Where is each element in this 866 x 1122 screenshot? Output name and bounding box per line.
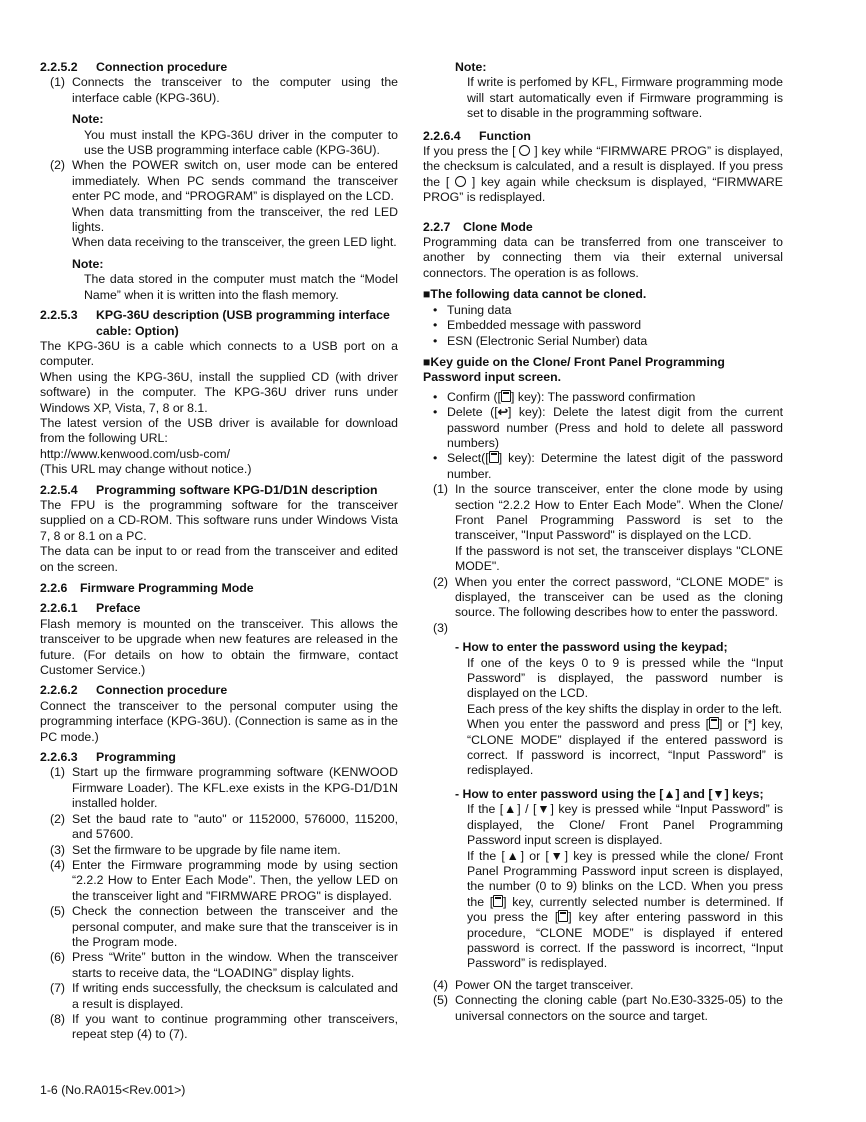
list-item: • Tuning data	[433, 302, 512, 317]
heading-2-2-6-1: 2.2.6.1 Preface	[40, 601, 141, 616]
list-item: (8) If you want to continue programming other transceivers, repeat step (4) to (7).	[50, 1011, 398, 1042]
bullet-list	[433, 303, 783, 349]
heading-2-2-7: 2.2.7 Clone Mode	[423, 219, 533, 234]
note-text: You must install the KPG-36U driver in the computer to use the USB programming interface cable (KPG-36U).	[84, 127, 398, 158]
back-arrow-key-icon: ↩	[497, 405, 508, 420]
list-item: (4) Enter the Firmware programming mode by using section “2.2.2 How to Enter Each Mode”. Then, the yellow LED on the transceiver light and "FIRMWARE PROG" is displayed.	[50, 857, 398, 903]
paragraph: If the [▲] / [▼] key is pressed while “Input Password” is displayed, the Clone/ Front Panel Programming Password input screen is displayed.	[467, 802, 783, 848]
heading-key-guide: ■Key guide on the Clone/ Front Panel Programming Password input screen.	[423, 354, 725, 385]
circle-key-icon	[455, 176, 466, 187]
list-item: (1) Start up the firmware programming software (KENWOOD Firmware Loader). The KFL.exe exists in the KPG-D1/D1N installed holder.	[50, 765, 398, 811]
programming-steps	[40, 765, 398, 1042]
paragraph: If you press the [ ] key while “FIRMWARE PROG” is displayed, the checksum is calculated, and a result is displayed. If you press the [ ] key again while checksum is displayed, “FIRMWARE PROG” is redisplayed.	[423, 144, 784, 205]
list-item: • Embedded message with password	[433, 318, 642, 333]
confirm-key-icon	[493, 895, 503, 907]
confirm-key-icon	[709, 717, 719, 729]
paragraph: Connect the transceiver to the personal computer using the programming interface (KPG-36U). (Connection is same as in the PC mode.)	[40, 698, 398, 744]
list-item: (2) When you enter the correct password, “CLONE MODE” is displayed, the transceiver can be used as the cloning source. The following describes how to enter the password.	[433, 574, 783, 620]
heading-2-2-6: 2.2.6 Firmware Programming Mode	[40, 581, 254, 595]
list-item: (2) Set the baud rate to "auto" or 1152000, 576000, 115200, and 57600.	[50, 811, 398, 842]
note-text: If write is perfomed by KFL, Firmware programming mode will start automatically even if Firmware programming is set to disable in the programming software.	[467, 75, 783, 121]
heading-2-2-5-4: 2.2.5.4 Programming software KPG-D1/D1N description	[40, 482, 378, 497]
list-item: • Delete ([↩] key): Delete the latest digit from the current password number (Press and hold to delete all password numbers)	[433, 405, 783, 450]
note-label: Note:	[72, 256, 104, 271]
paragraph: The data can be input to or read from the transceiver and edited on the screen.	[40, 544, 398, 574]
heading-2-2-6-4: 2.2.6.4 Function	[423, 128, 531, 143]
left-column	[40, 60, 398, 1043]
confirm-key-icon	[558, 910, 568, 922]
list-item: (3) Set the firmware to be upgrade by file name item.	[50, 842, 341, 857]
note-label: Note:	[72, 112, 104, 127]
list-item: (7) If writing ends successfully, the checksum is calculated and a result is displayed.	[50, 981, 398, 1011]
list-item: (6) Press “Write” button in the window. When the transceiver starts to receive data, the “LOADING” display lights.	[50, 950, 398, 980]
list-item: (1) Connects the transceiver to the computer using the interface cable (KPG-36U).	[50, 75, 398, 105]
heading-2-2-5-2: 2.2.5.2 Connection procedure	[40, 60, 228, 74]
list-item: • Select([ ] key): Determine the latest digit of the password number.	[433, 451, 783, 481]
paragraph: Programming data can be transferred from one transceiver to another by connecting them via their external universal connectors. The operation is as follows.	[423, 235, 783, 280]
confirm-key-icon	[501, 390, 511, 402]
list-item: (5) Check the connection between the transceiver and the personal computer, and make sure that the transceiver is in the Program mode.	[50, 904, 398, 949]
list-item: (5) Connecting the cloning cable (part No.E30-3325-05) to the universal connectors on the source and target.	[433, 993, 783, 1023]
paragraph: The latest version of the USB driver is available for download from the following URL:	[40, 415, 398, 446]
list-item: • ESN (Electronic Serial Number) data	[433, 333, 648, 348]
paragraph: The FPU is the programming software for the transceiver supplied on a CD-ROM. This software runs under Windows Vista 7, 8 or 8.1 on a PC.	[40, 497, 398, 543]
paragraph: When data receiving to the transceiver, the green LED light.	[72, 235, 397, 250]
subheading-keypad: - How to enter the password using the keypad;	[455, 640, 728, 655]
heading-2-2-5-3: 2.2.5.3 KPG-36U description (USB programming interface cable: Option)	[40, 308, 390, 338]
heading-2-2-6-3: 2.2.6.3 Programming	[40, 750, 176, 765]
list-item: • Confirm ([ ] key): The password confirmation	[433, 389, 696, 404]
subheading-arrow-keys: - How to enter password using the [▲] and [▼] keys;	[455, 786, 764, 801]
list-item: (1) In the source transceiver, enter the clone mode by using section “2.2.2 How to Enter Each Mode”. When the Clone/ Front Panel Programming Password is set to the transceiver, "Input Password" is displayed on the LCD.	[433, 482, 783, 543]
paragraph: When data transmitting from the transceiver, the red LED lights.	[72, 204, 398, 235]
page-footer: 1-6 (No.RA015<Rev.001>)	[40, 1083, 186, 1097]
note-label: Note:	[455, 60, 487, 74]
paragraph: When using the KPG-36U, install the supplied CD (with driver software) in the computer. The KPG-36U driver runs under Windows XP, Vista, 7, 8 or 8.1.	[40, 369, 398, 415]
right-column	[423, 60, 783, 1024]
note-text: The data stored in the computer must match the “Model Name” when it is written into the flash memory.	[84, 272, 398, 302]
list-item: (4) Power ON the target transceiver.	[433, 977, 634, 992]
paragraph: The KPG-36U is a cable which connects to a USB port on a computer.	[40, 338, 398, 369]
list-item: (3)	[433, 620, 449, 635]
paragraph: If one of the keys 0 to 9 is pressed while the “Input Password” is displayed, the password number is displayed on the LCD.	[467, 655, 783, 701]
heading-no-clone-data: ■The following data cannot be cloned.	[423, 287, 647, 302]
heading-2-2-6-2: 2.2.6.2 Connection procedure	[40, 683, 228, 698]
paragraph: If the password is not set, the transceiver displays "CLONE MODE".	[455, 543, 783, 574]
key-guide-list	[433, 390, 783, 482]
url-link[interactable]: http://www.kenwood.com/usb-com/	[40, 446, 230, 461]
list-item: (2) When the POWER switch on, user mode can be entered immediately. When PC sends command the transceiver enter PC mode, and “PROGRAM” is displayed on the LCD.	[50, 158, 398, 204]
paragraph: When you enter the password and press [ ] or [*] key, “CLONE MODE” displayed if the entered password is correct. If password is incorrect, “Input Password” is redisplayed.	[467, 717, 783, 778]
paragraph: If the [▲] or [▼] key is pressed while the clone/ Front Panel Programming Password input screen is displayed, the number (0 to 9) blinks on the LCD. When you press the [ ] key, currently selected number is determined. If you press the [ ] key after entering password in this procedure, “CLONE MODE” is displayed if entered password is correct. If the password is incorrect, “Input Password” is redisplayed.	[467, 848, 783, 971]
paragraph: (This URL may change without notice.)	[40, 462, 252, 477]
paragraph: Each press of the key shifts the display in order to the left.	[467, 701, 783, 716]
circle-key-icon	[519, 145, 530, 156]
select-key-icon	[489, 451, 499, 463]
paragraph: Flash memory is mounted on the transceiver. This allows the transceiver to be upgrade when new features are released in the future. (For details on how to obtain the firmware, contact Customer Service.)	[40, 616, 398, 678]
